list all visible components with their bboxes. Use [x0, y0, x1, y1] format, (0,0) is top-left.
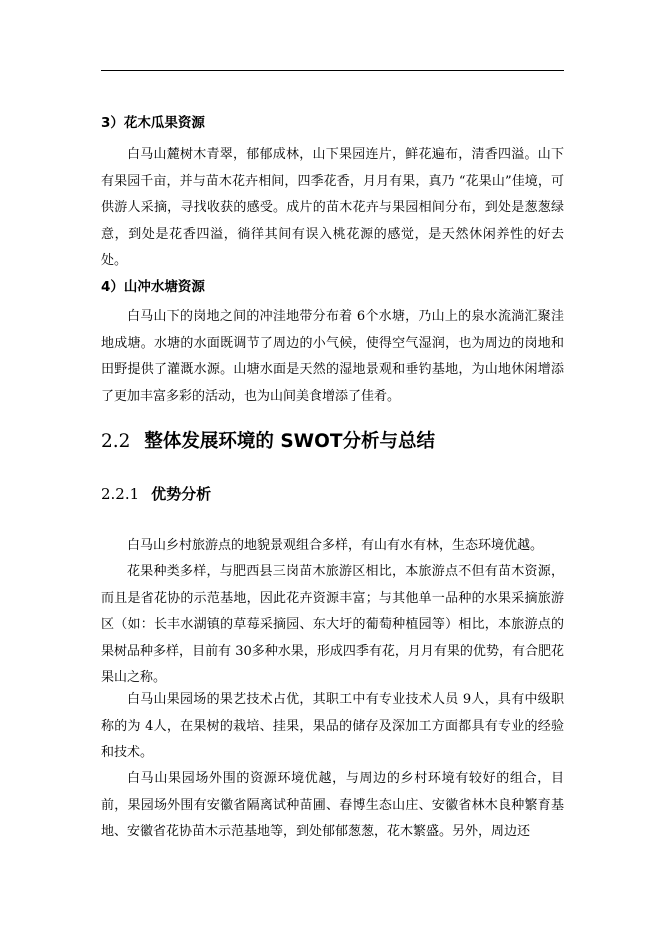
- chapter-number: 2.2: [101, 431, 131, 452]
- paragraph-advantage-technique: 白马山果园场的果艺技术占优，其职工中有专业技术人员 9人，具有中级职称的为 4人，在果树的栽培、挂果，果品的储存及深加工方面都具有专业的经验和技术。: [101, 692, 564, 760]
- section-heading-ponds: 4）山冲水塘资源: [101, 279, 205, 295]
- subsection-number: 2.2.1: [101, 485, 140, 503]
- header-rule: [101, 70, 564, 71]
- subsection-title: 优势分析: [151, 485, 212, 503]
- subsection-heading: [101, 483, 211, 505]
- paragraph-advantage-varieties: 花果种类多样，与肥西县三岗苗木旅游区相比，本旅游点不但有苗木资源，而且是省花协的示范基地，因此花卉资源丰富；与其他单一品种的水果采摘旅游区（如：长丰水湖镇的草莓采摘园、东大圩的葡萄种植园等）相比，本旅游点的果树品种多样，目前有 30多种水果，形成四季有花，月月有果的优势，有合肥花果山之称。: [101, 564, 564, 685]
- paragraph-flowers-fruits: 白马山麓树木青翠，郁郁成林，山下果园连片，鲜花遍布，清香四溢。山下有果园千亩，并与苗木花卉相间，四季花香，月月有果，真乃 “花果山”佳境，可供游人采摘，寻找收获的感受。成片的苗木花卉与果园相间分布，到处是葱葱绿意，到处是花香四溢，徜徉其间有误入桃花源的感觉，是天然休闲养性的好去处。: [101, 147, 564, 268]
- chapter-heading: [101, 429, 435, 455]
- chapter-title: 整体发展环境的 SWOT分析与总结: [144, 431, 435, 452]
- paragraph-advantage-environment: 白马山果园场外围的资源环境优越，与周边的乡村环境有较好的组合，目前，果园场外围有安徽省隔离试种苗圃、春博生态山庄、安徽省林木良种繁育基地、安徽省花协苗木示范基地等，到处郁郁葱葱，花木繁盛。另外，周边还: [101, 771, 564, 839]
- section-heading-flowers-fruits: 3）花木瓜果资源: [101, 115, 205, 131]
- paragraph-advantage-landscape: 白马山乡村旅游点的地貌景观组合多样，有山有水有林，生态环境优越。: [127, 538, 544, 553]
- paragraph-ponds: 白马山下的岗地之间的冲洼地带分布着 6个水塘，乃山上的泉水流淌汇聚洼地成塘。水塘的水面既调节了周边的小气候，使得空气湿润，也为周边的岗地和田野提供了灌溉水源。山塘水面是天然的湿地景观和垂钓基地，为山地休闲增添了更加丰富多彩的活动，也为山间美食增添了佳肴。: [101, 309, 564, 404]
